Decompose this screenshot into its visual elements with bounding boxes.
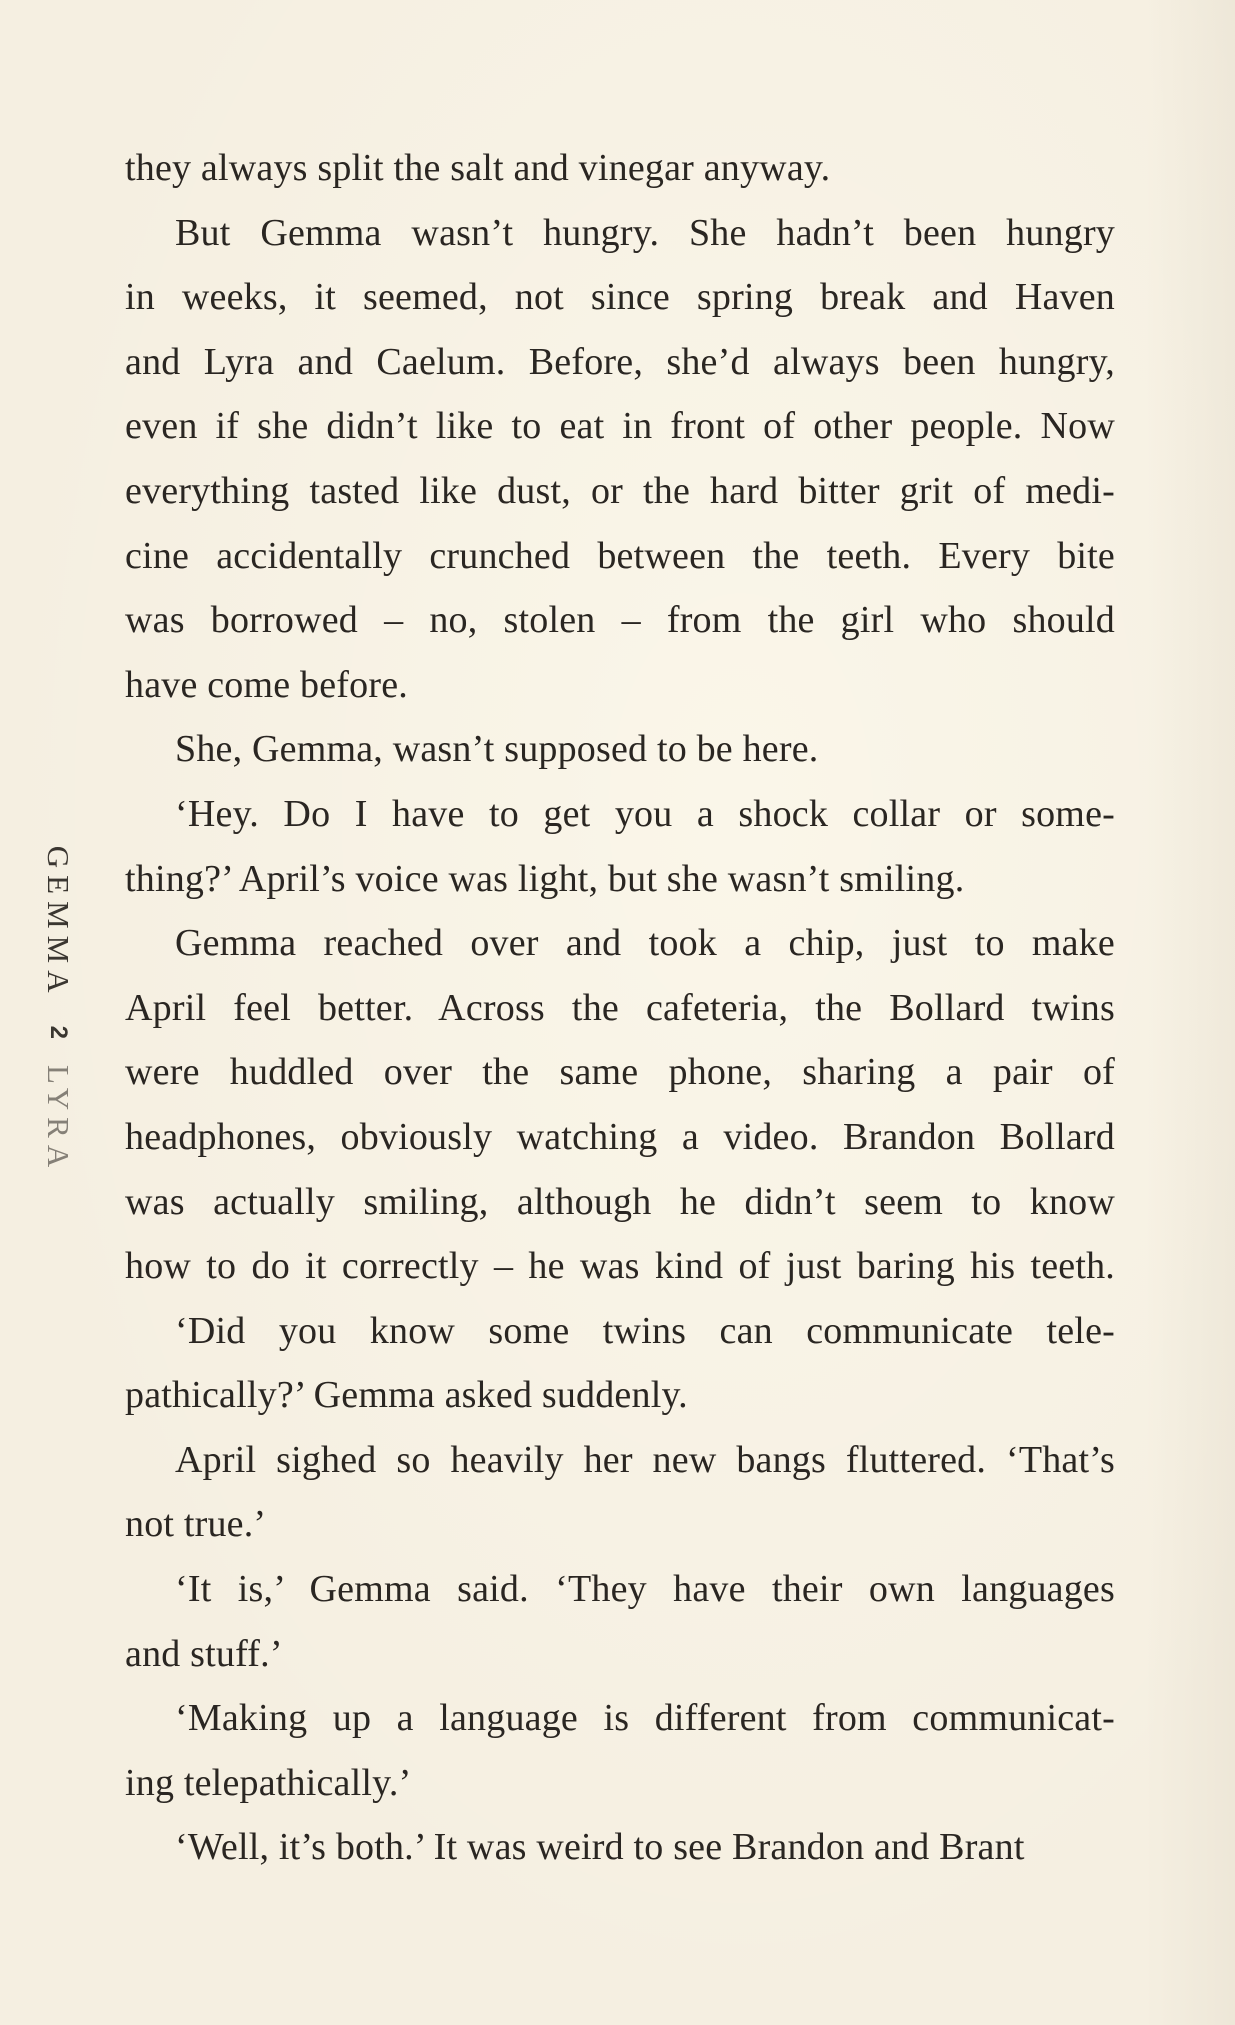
text-line: and Lyra and Caelum. Before, she’d always been hungry, [125, 340, 1115, 383]
text-line: in weeks, it seemed, not since spring break and Haven [125, 276, 1115, 319]
text-line: everything tasted like dust, or the hard bitter grit of medi- [125, 469, 1115, 512]
running-head [40, 846, 76, 1175]
text-line: have come before. [125, 663, 408, 706]
text-line: even if she didn’t like to eat in front of other people. Now [125, 405, 1115, 448]
running-head-character: GEMMA [41, 845, 76, 1000]
text-line: headphones, obviously watching a video. Brandon Bollard [125, 1115, 1115, 1158]
page-gutter-shadow [1145, 0, 1235, 2025]
text-line: they always split the salt and vinegar anyway. [125, 147, 831, 189]
running-head-book-title: LYRA [41, 1064, 76, 1175]
text-line: and stuff.’ [125, 1632, 283, 1675]
text-line: how to do it correctly – he was kind of just baring his teeth. [125, 1245, 1115, 1288]
body-text [125, 136, 1115, 1880]
text-line: ing telepathically.’ [125, 1761, 412, 1804]
text-line: April sighed so heavily her new bangs fluttered. ‘That’s [175, 1438, 1115, 1481]
text-line: ‘Well, it’s both.’ It was weird to see Brandon and Brant [175, 1826, 1025, 1869]
text-line: ‘Hey. Do I have to get you a shock collar or some- [175, 792, 1115, 835]
text-line: were huddled over the same phone, sharing a pair of [125, 1051, 1115, 1094]
text-line: April feel better. Across the cafeteria, the Bollard twins [125, 986, 1115, 1029]
text-line: not true.’ [125, 1503, 267, 1546]
text-line: Gemma reached over and took a chip, just to make [175, 922, 1115, 965]
text-line: pathically?’ Gemma asked suddenly. [125, 1374, 688, 1417]
text-line: ‘It is,’ Gemma said. ‘They have their own languages [175, 1568, 1115, 1611]
text-line: But Gemma wasn’t hungry. She hadn’t been hungry [175, 211, 1115, 254]
text-line: ‘Did you know some twins can communicate tele- [175, 1309, 1115, 1352]
text-line: was borrowed – no, stolen – from the girl who should [125, 599, 1115, 642]
text-line: thing?’ April’s voice was light, but she wasn’t smiling. [125, 857, 965, 900]
text-line: ‘Making up a language is different from communicat- [175, 1697, 1115, 1740]
page-number: 2 [45, 1025, 72, 1039]
text-line: She, Gemma, wasn’t supposed to be here. [175, 728, 819, 771]
text-line: cine accidentally crunched between the teeth. Every bite [125, 534, 1115, 577]
text-line: was actually smiling, although he didn’t seem to know [125, 1180, 1115, 1223]
